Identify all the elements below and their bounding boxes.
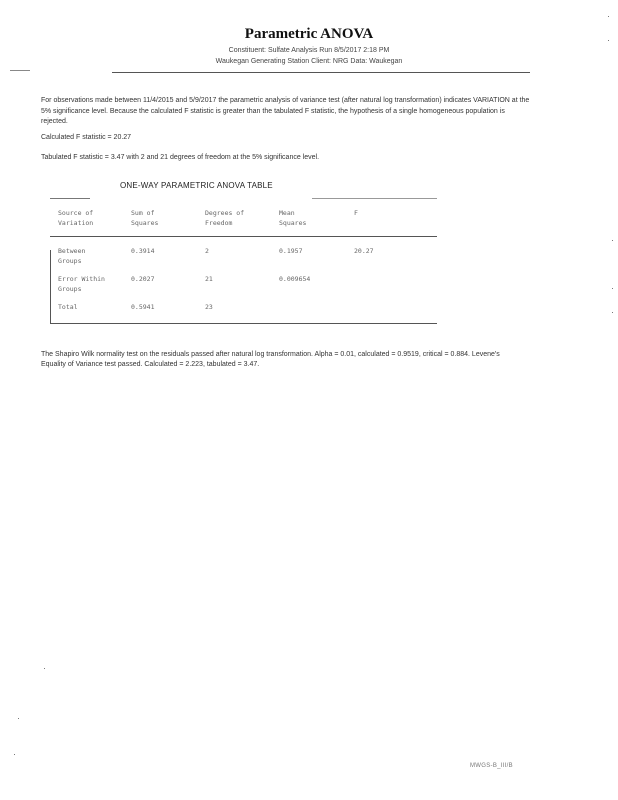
source-line2: Groups [58,257,82,265]
header-ss-line2: Squares [131,219,159,227]
header-source-line2: Variation [58,219,94,227]
tabulated-f-statistic: Tabulated F statistic = 3.47 with 2 and 21 degrees of freedom at the 5% significance level. [41,154,320,161]
scan-speck [18,718,19,719]
table-title-rule-left [50,198,90,199]
table-header-rule [50,236,437,237]
table-bottom-rule [50,323,437,324]
row-total-source [58,302,78,312]
header-ss-line1: Sum of [131,209,155,217]
header-degrees-of-freedom [205,208,244,228]
header-source-line1: Source of [58,209,94,217]
header-sum-of-squares [131,208,158,228]
anova-table-title: ONE-WAY PARAMETRIC ANOVA TABLE [120,181,273,190]
analysis-subtitle: Constituent: Sulfate Analysis Run 8/5/2017 2:18 PM [228,47,390,54]
row-total-df: 23 [205,303,213,311]
source-line1: Total [58,303,78,311]
row-between-ss: 0.3914 [131,247,155,255]
page-title: Parametric ANOVA [244,26,374,42]
row-between-df: 2 [205,247,209,255]
table-title-rule-right [312,198,437,199]
scan-speck [14,754,15,755]
site-subtitle: Waukegan Generating Station Client: NRG Data: Waukegan [215,58,403,65]
header-f-line1: F [354,209,358,217]
header-source [58,208,93,228]
header-ms-line1: Mean [279,209,295,217]
table-left-border [50,250,51,324]
scan-speck [612,240,613,241]
row-between-source [58,246,85,266]
calculated-f-statistic: Calculated F statistic = 20.27 [41,134,132,141]
row-error-source [58,274,105,294]
scan-speck [612,288,613,289]
normality-note-line1: The Shapiro Wilk normality test on the residuals passed after natural log transformation. Alpha = 0.01, calculated = 0.9519, critical = 0.884. Levene's [41,351,500,358]
source-line1: Error Within [58,275,105,283]
header-f [354,208,358,218]
source-line2: Groups [58,285,82,293]
normality-note-line2: Equality of Variance test passed. Calculated = 2.223, tabulated = 3.47. [41,361,260,368]
scan-speck [608,16,609,17]
document-id-stamp: MWGS-B_III/B [470,763,513,769]
result-paragraph: For observations made between 11/4/2015 and 5/9/2017 the parametric analysis of variance test (after natural log transformation) indicates VARIATION at the 5% significance level. Because the calculated F statistic is greater than the tabulated F statistic, the hypothesis of a single homogeneous population is rejected. [41,97,530,125]
row-between-f: 20.27 [354,247,374,255]
source-line1: Between [58,247,86,255]
header-df-line1: Degrees of [205,209,245,217]
row-error-ss: 0.2027 [131,275,155,283]
header-df-line2: Freedom [205,219,233,227]
row-total-ss: 0.5941 [131,303,155,311]
header-ms-line2: Squares [279,219,307,227]
header-mean-squares [279,208,306,228]
scan-speck [44,668,45,669]
row-error-ms: 0.009654 [279,275,311,283]
scan-speck [608,40,609,41]
margin-mark [10,70,30,71]
row-between-ms: 0.1957 [279,247,303,255]
header-rule [112,72,530,73]
row-error-df: 21 [205,275,213,283]
scan-speck [612,312,613,313]
